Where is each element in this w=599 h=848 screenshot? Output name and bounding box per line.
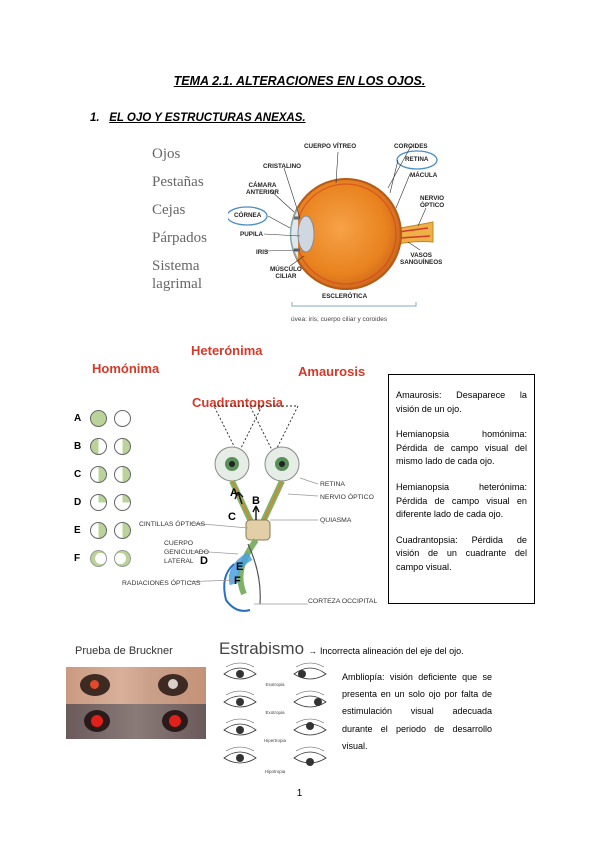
definition-homonima: Hemianopsia homónima: Pérdida de campo visual del mismo lado de cada ojo.	[396, 429, 527, 467]
field-circle-right	[114, 550, 131, 567]
red-reflex-icon	[169, 715, 181, 727]
anexa-item: Ojos	[152, 146, 181, 162]
label-corteza: CORTEZA OCCIPITAL	[308, 598, 378, 605]
anexa-item: Cejas	[152, 202, 186, 218]
field-circle-left	[90, 494, 107, 511]
label-hipotropia: Hipotropia	[264, 769, 286, 774]
anexa-item: Párpados	[152, 230, 207, 246]
label-uvea: úvea: iris, cuerpo ciliar y coroides	[291, 316, 388, 323]
label-cintillas: CINTILLAS ÓPTICAS	[139, 521, 206, 528]
visual-field-row	[74, 432, 131, 460]
section-heading	[90, 112, 306, 124]
estrabismo-definition: Incorrecta alineación del eje del ojo.	[320, 646, 464, 656]
label-line: ANTERIOR	[246, 189, 279, 196]
visual-field-row	[74, 404, 131, 432]
label-musculo-ciliar	[270, 266, 302, 280]
label-line: VASOS	[410, 252, 432, 259]
estrabismo-heading	[219, 639, 464, 659]
heading-cuadrantopsia: Cuadrantopsia	[192, 395, 284, 410]
label-retina-vf: RETINA	[320, 481, 345, 488]
field-circle-right	[114, 438, 131, 455]
bruckner-photo-top	[66, 667, 206, 704]
label-coroides: COROIDES	[394, 143, 428, 150]
visual-field-row	[74, 460, 131, 488]
bruckner-photo-bottom	[66, 704, 206, 739]
field-circle-left	[90, 410, 107, 427]
label-line: MÚSCULO	[270, 266, 302, 273]
field-circle-right	[114, 410, 131, 427]
label-cuerpo-vitreo: CUERPO VÍTREO	[304, 143, 357, 150]
row-letter: C	[74, 468, 82, 480]
visual-field-row	[74, 544, 131, 572]
label-retina: RETINA	[405, 156, 429, 163]
definition-amaurosis: Amaurosis: Desaparece la visión de un ojo.	[396, 390, 527, 414]
visual-field-grid	[74, 404, 131, 572]
definition-heteronima: Hemianopsia heterónima: Pérdida de campo visual en diferente lado de cada ojo.	[396, 481, 527, 520]
label-line: SANGUÍNEOS	[400, 259, 443, 266]
label-line: ÓPTICO	[420, 202, 445, 209]
path-letter-e: E	[236, 561, 244, 573]
estrabismo-title: Estrabismo	[219, 639, 305, 658]
bruckner-title: Prueba de Bruckner	[75, 645, 173, 657]
row-letter: A	[74, 412, 82, 424]
page-title: TEMA 2.1. ALTERACIONES EN LOS OJOS.	[173, 74, 426, 88]
path-letter-d: D	[200, 555, 208, 567]
label-radiaciones: RADIACIONES ÓPTICAS	[122, 580, 201, 587]
label-esclerotica: ESCLERÓTICA	[322, 293, 368, 300]
white-reflex-icon	[168, 679, 178, 689]
anexa-item: Pestañas	[152, 174, 204, 190]
visual-field-row	[74, 516, 131, 544]
field-circle-left	[90, 522, 107, 539]
page-number: 1	[296, 788, 303, 799]
field-circle-right	[114, 466, 131, 483]
red-reflex-icon	[91, 715, 103, 727]
label-cornea: CÓRNEA	[234, 212, 262, 219]
definitions-box	[388, 374, 535, 604]
heading-amaurosis: Amaurosis	[298, 364, 366, 379]
path-letter-a: A	[230, 487, 238, 499]
arrow-icon: →	[308, 646, 318, 656]
label-cuerpo-geniculado	[164, 539, 209, 566]
visual-field-row	[74, 488, 131, 516]
strabismus-eyes-diagram	[220, 662, 330, 776]
ambliopia-text: Ambliopía: visión deficiente que se presenta en un solo ojo por falta de estimulación visual adecuada durante el periodo de desarrollo visual.	[342, 672, 492, 751]
anexa-item: lagrimal	[152, 276, 202, 292]
label-line: NERVIO	[420, 195, 445, 202]
section-number: 1.	[90, 112, 100, 124]
red-reflex-icon	[90, 680, 99, 689]
label-iris: IRIS	[256, 249, 269, 256]
anexa-item: Sistema	[152, 258, 200, 274]
field-circle-right	[114, 522, 131, 539]
label-nervio-vf: NERVIO ÓPTICO	[320, 494, 374, 501]
path-letter-b: B	[252, 495, 260, 507]
label-quiasma: QUIASMA	[320, 517, 352, 524]
path-letter-f: F	[234, 575, 241, 587]
heading-heteronima: Heterónima	[191, 343, 263, 358]
label-hipertropia: Hipertropia	[263, 738, 287, 743]
field-circle-left	[90, 466, 107, 483]
row-letter: E	[74, 524, 81, 536]
label-line: GENICULADO	[164, 549, 209, 556]
field-circle-right	[114, 494, 131, 511]
heading-homonima: Homónima	[92, 361, 160, 376]
label-exotropia: Exotropia	[265, 710, 285, 715]
label-macula: MÁCULA	[410, 172, 438, 179]
row-letter: B	[74, 440, 82, 452]
label-line: CILIAR	[275, 273, 297, 280]
label-vasos	[400, 252, 442, 266]
label-line: CÁMARA	[248, 182, 277, 189]
row-letter: F	[74, 552, 81, 564]
row-letter: D	[74, 496, 82, 508]
path-letter-c: C	[228, 511, 236, 523]
label-line: LATERAL	[164, 558, 194, 565]
label-esotropia: Esotropia	[265, 682, 285, 687]
field-circle-left	[90, 550, 107, 567]
section-title: EL OJO Y ESTRUCTURAS ANEXAS.	[109, 112, 306, 124]
label-pupila: PUPILA	[240, 231, 264, 238]
label-line: CUERPO	[164, 540, 194, 547]
field-circle-left	[90, 438, 107, 455]
visual-pathway-diagram	[190, 404, 380, 619]
label-camara-anterior	[246, 182, 279, 196]
label-nervio-optico	[420, 195, 444, 209]
label-cristalino: CRISTALINO	[263, 163, 302, 170]
definition-cuadrantopsia: Cuadrantopsia: Pérdida de visión de un cuadrante del campo visual.	[396, 534, 527, 572]
